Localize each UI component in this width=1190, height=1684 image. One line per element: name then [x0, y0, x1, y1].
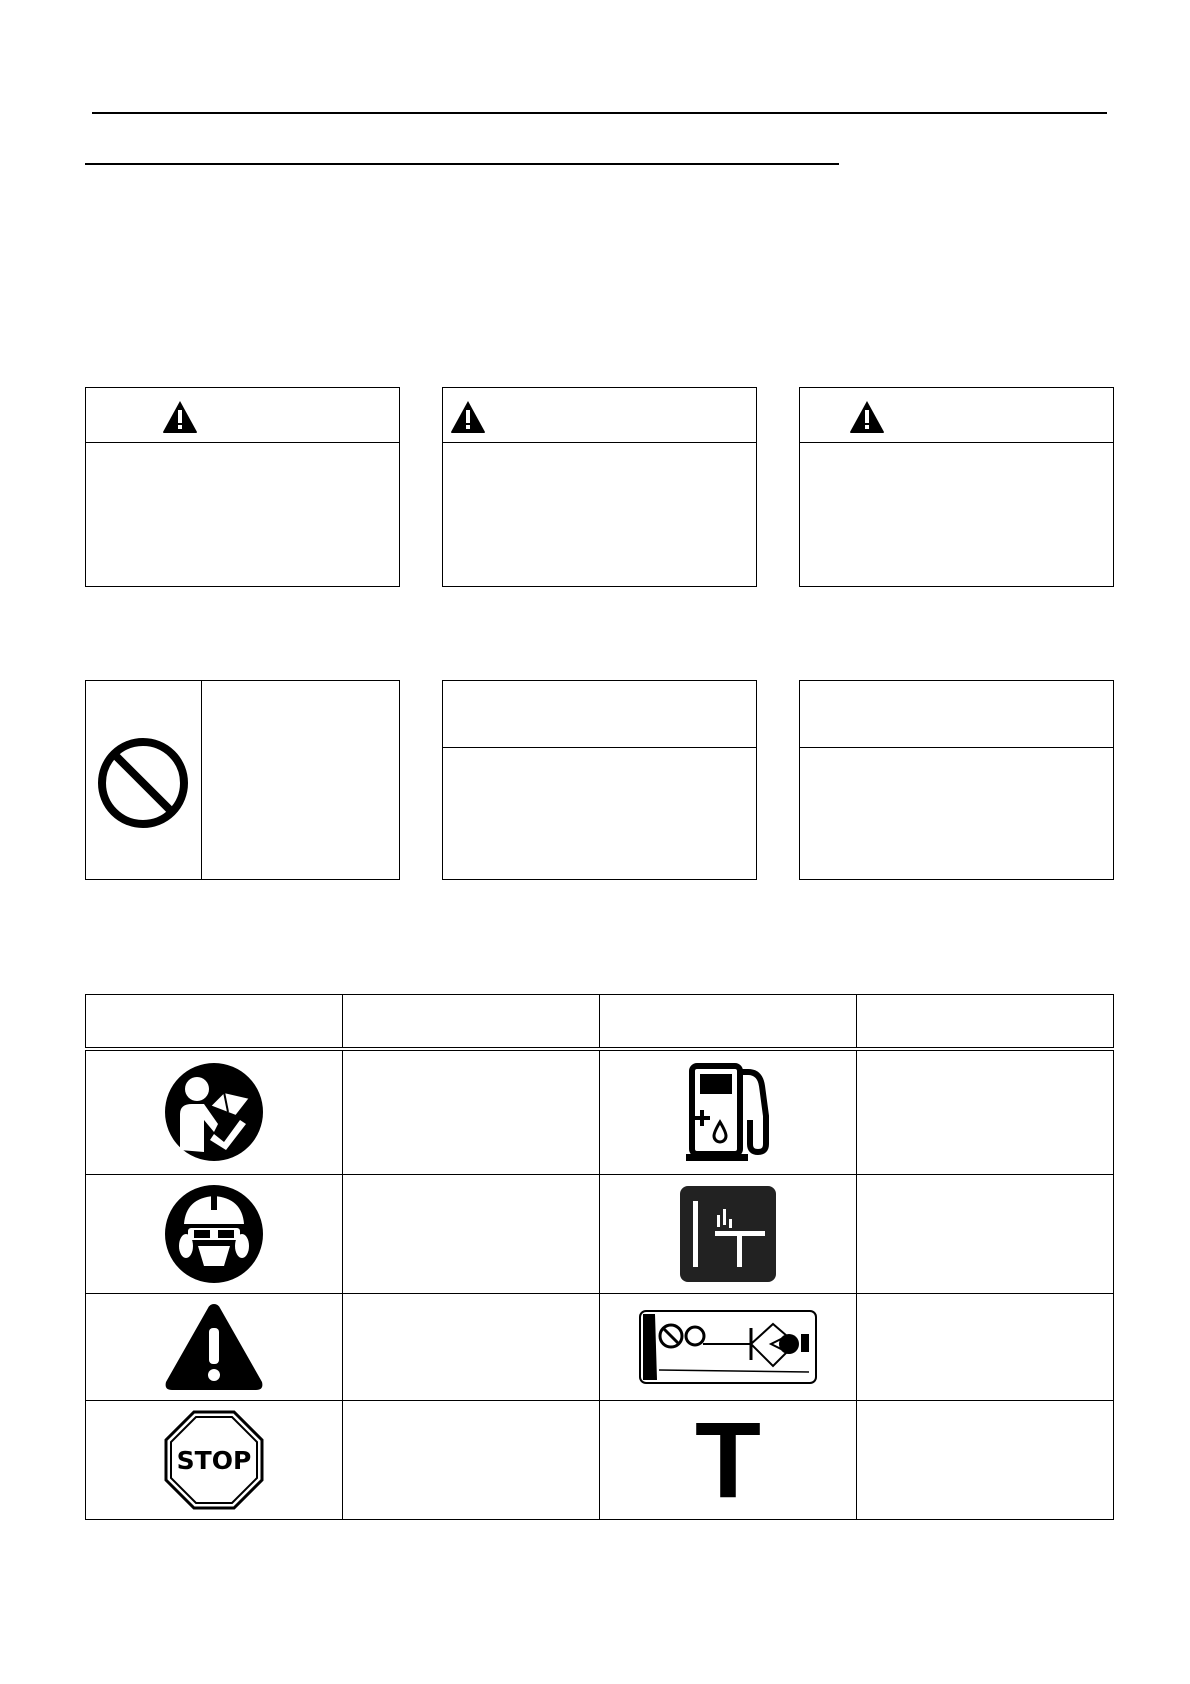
warning-box-header: [800, 388, 1113, 443]
symbol-description: [343, 1174, 600, 1293]
symbol-description: [343, 1049, 600, 1174]
table-row: [86, 1293, 1114, 1400]
warning-box-3: [799, 387, 1114, 587]
symbol-cell: [600, 1174, 857, 1293]
symbol-description: [857, 1293, 1114, 1400]
read-manual-icon: [164, 1062, 264, 1162]
symbol-cell: [86, 1049, 343, 1174]
prohibition-box: [85, 680, 400, 880]
symbol-description: [857, 1049, 1114, 1174]
notice-box-body: [443, 735, 756, 879]
warning-triangle-icon: [162, 400, 198, 434]
notice-box-body: [800, 735, 1113, 879]
warning-box-header: [443, 388, 756, 443]
notice-box-1: [442, 680, 757, 880]
warning-box-body: [800, 442, 1113, 586]
fuel-mix-icon: [679, 1185, 777, 1283]
table-row: [86, 1174, 1114, 1293]
table-row: [86, 1049, 1114, 1174]
symbol-cell: [600, 1401, 857, 1520]
protective-gear-icon: [164, 1184, 264, 1284]
warning-triangle-icon: [164, 1302, 264, 1392]
symbol-cell: [86, 1293, 343, 1400]
table-row: [86, 1401, 1114, 1520]
notice-box-2: [799, 680, 1114, 880]
safe-distance-icon: [639, 1310, 817, 1384]
prohibition-box-body: [202, 681, 399, 879]
symbol-description: [857, 1401, 1114, 1520]
warning-triangle-icon: [450, 400, 486, 434]
warning-box-heading: [892, 402, 908, 414]
symbol-description: [343, 1401, 600, 1520]
fuel-pump-icon: [678, 1060, 778, 1164]
symbol-cell: [86, 1401, 343, 1520]
warning-triangle-icon: [849, 400, 885, 434]
t-letter-text: T: [695, 1417, 761, 1504]
warning-box-heading: [493, 402, 509, 414]
symbol-cell: [600, 1049, 857, 1174]
warning-box-heading: [206, 402, 222, 414]
prohibition-icon: [96, 736, 190, 830]
table-header-row: [86, 995, 1114, 1050]
prohibition-icon-panel: [86, 681, 202, 879]
table-header-cell: [600, 995, 857, 1050]
warning-box-2: [442, 387, 757, 587]
table-header-cell: [343, 995, 600, 1050]
header-rule: [92, 112, 1107, 114]
section-title-rule: [85, 163, 839, 165]
symbol-cell: [600, 1293, 857, 1400]
warning-box-1: [85, 387, 400, 587]
stop-sign-text: STOP: [176, 1446, 252, 1476]
warning-box-header: [86, 388, 399, 443]
t-letter-icon: [693, 1417, 763, 1503]
symbol-description: [857, 1174, 1114, 1293]
symbol-cell: [86, 1174, 343, 1293]
symbol-table: [85, 994, 1114, 1520]
warning-box-body: [443, 442, 756, 586]
table-header-cell: [86, 995, 343, 1050]
warning-box-body: [86, 442, 399, 586]
stop-sign-icon: [164, 1410, 264, 1510]
table-header-cell: [857, 995, 1114, 1050]
symbol-description: [343, 1293, 600, 1400]
